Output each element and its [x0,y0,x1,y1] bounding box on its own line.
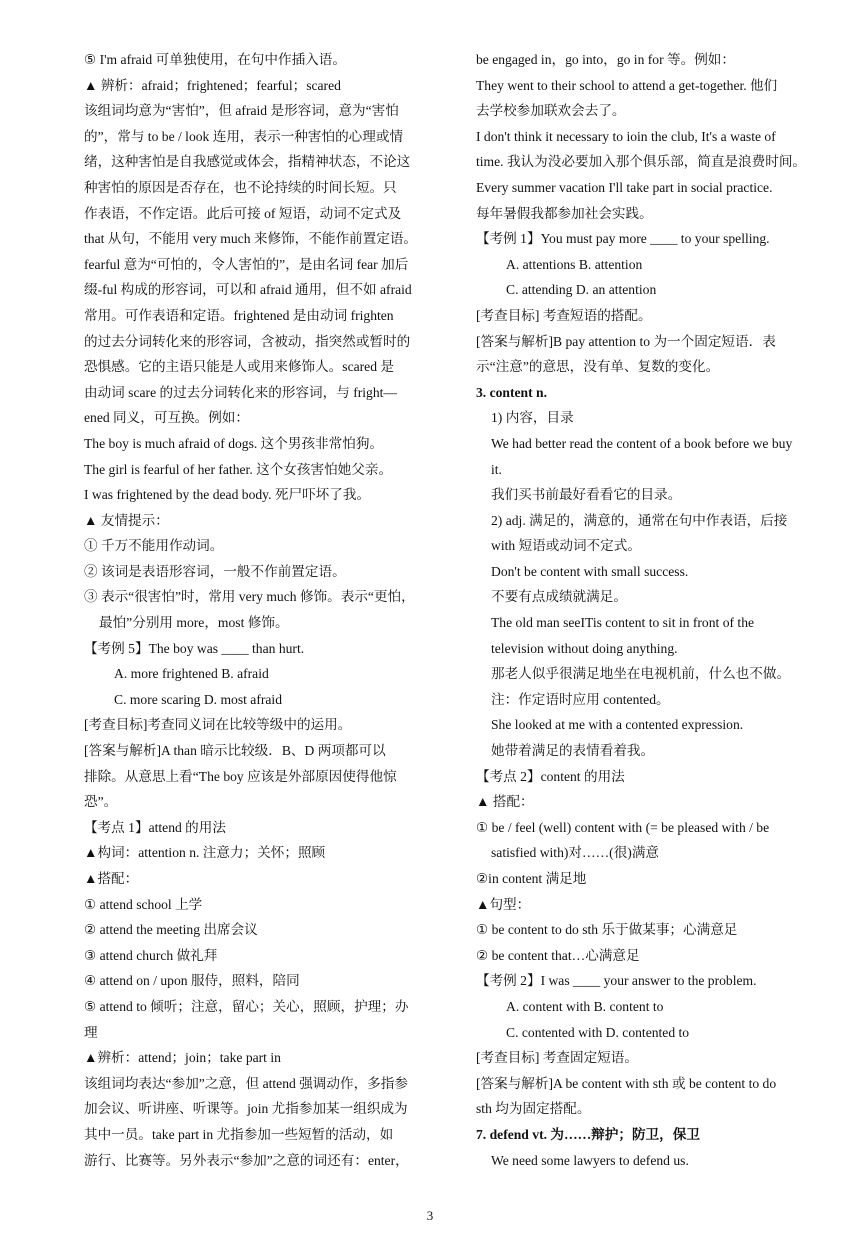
text-line: C. contented with D. contented to [506,1024,690,1040]
text-line: 那老人似乎很满足地坐在电视机前，什么也不做。 [491,666,791,682]
text-line: [考查目标] 考查短语的搭配。 [476,307,652,323]
text-line: 恐”。 [84,794,118,810]
text-line: 【考点 2】content 的用法 [476,768,625,784]
text-line: 7. defend vt. 为……辩护；防卫，保卫 [476,1126,700,1142]
text-line: ② attend the meeting 出席会议 [84,922,258,938]
text-line: [考查目标] 考查固定短语。 [476,1050,638,1066]
text-line: ① 千万不能用作动词。 [84,538,224,554]
text-line: ▲辨析：attend；join；take part in [84,1050,281,1066]
text-line: ③ attend church 做礼拜 [84,947,218,963]
text-line: 2) adj. 满足的，满意的，通常在句中作表语，后接 [491,512,788,528]
text-line: 每年暑假我都参加社会实践。 [476,205,653,221]
text-line: [答案与解析]B pay attention to 为一个固定短语．表 [476,333,776,349]
left-column [84,47,460,1173]
text-line: ▲ 辨析：afraid；frightened；fearful；scared [84,77,341,93]
text-line: 种害怕的原因是否存在，也不论持续的时间长短。只 [84,179,397,195]
text-line: They went to their school to attend a get-together. 他们 [476,77,778,93]
text-line: Every summer vacation I'll take part in social practice. [476,179,773,195]
text-line: A. more frightened B. afraid [114,666,269,682]
text-line: ③ 表示“很害怕”时，常用 very much 修饰。表示“更怕， [84,589,415,605]
text-line: We need some lawyers to defend us. [491,1152,689,1168]
text-line: [答案与解析]A than 暗示比较级．B、D 两项都可以 [84,743,386,759]
text-line: [答案与解析]A be content with sth 或 be content to do [476,1075,777,1091]
text-line: 不要有点成绩就满足。 [491,589,627,605]
text-line: 【考例 5】The boy was ____ than hurt. [84,640,305,656]
text-line: We had better read the content of a book before we buy [491,435,793,451]
text-line: fearful 意为“可怕的，令人害怕的”，是由名词 fear 加后 [84,256,409,272]
text-line: ened 同义，可互换。例如： [84,410,249,426]
text-line: 的过去分词转化来的形容词，含被动，指突然或暂时的 [84,333,411,349]
text-line: 排除。从意思上看“The boy 应该是外部原因使得他惊 [84,768,397,784]
text-line: be engaged in，go into，go in for 等。例如： [476,52,735,67]
text-line: ① be content to do sth 乐于做某事；心满意足 [476,922,738,938]
text-line: that 从句，不能用 very much 来修饰，不能作前置定语。 [84,231,418,247]
text-line: A. attentions B. attention [506,256,643,272]
text-line: 由动词 scare 的过去分词转化来的形容词，与 fright— [84,384,398,400]
text-line: 去学校参加联欢会去了。 [476,103,626,119]
text-line: [考查目标]考查同义词在比较等级中的运用。 [84,717,352,733]
text-line: ⑤ I'm afraid 可单独使用，在句中作插入语。 [84,52,346,67]
page-number: 3 [426,1208,434,1223]
text-line: 其中一员。take part in 尤指参加一些短暂的活动，如 [84,1126,394,1142]
text-line: 该组词均意为“害怕”，但 afraid 是形容词，意为“害怕 [84,103,399,119]
text-line: ① be / feel (well) content with (= be pleased with / be [476,819,770,835]
text-line: 注：作定语时应用 contented。 [491,691,670,707]
text-line: 1) 内容，目录 [491,410,574,426]
text-line: C. attending D. an attention [506,282,657,298]
text-line: 恐惧感。它的主语只能是人或用来修饰人。scared 是 [84,359,394,375]
text-line: 该组词均表达“参加”之意，但 attend 强调动作，多指参 [84,1075,408,1091]
text-line: with 短语或动词不定式。 [491,538,641,554]
text-line: time. 我认为没必要加入那个俱乐部，简直是浪费时间。 [476,154,807,170]
text-line: 游行、比赛等。另外表示“参加”之意的词还有：enter， [84,1152,409,1168]
text-line: 缀-ful 构成的形容词，可以和 afraid 通用，但不如 afraid [84,282,412,298]
text-line: She looked at me with a contented expression. [491,717,744,733]
text-line: 的”，常与 to be / look 连用，表示一种害怕的心理或情 [84,128,404,144]
text-line: ⑤ attend to 倾听；注意，留心；关心，照顾，护理；办 [84,998,409,1014]
text-line: ▲构词：attention n. 注意力；关怀；照顾 [84,845,326,861]
text-line: ▲ 搭配： [476,794,534,810]
text-line: ▲句型： [476,896,531,912]
text-line: ① attend school 上学 [84,896,203,912]
text-line: sth 均为固定搭配。 [476,1101,591,1117]
text-line: The girl is fearful of her father. 这个女孩害怕她父亲。 [84,461,393,477]
text-line: The old man seeITis content to sit in front of the [491,615,755,631]
text-line: A. content with B. content to [506,998,664,1014]
text-line: 她带着满足的表情看着我。 [491,743,655,759]
text-line: I was frightened by the dead body. 死尸吓坏了我。 [84,487,371,503]
text-line: 3. content n. [476,384,547,400]
text-line: ▲搭配： [84,871,139,886]
text-line: 理 [84,1024,98,1040]
text-line: ② 该词是表语形容词，一般不作前置定语。 [84,563,346,579]
right-column [476,47,842,1173]
text-line: ② be content that…心满意足 [476,947,640,963]
text-line: 【考例 1】You must pay more ____ to your spelling. [476,231,770,247]
text-line: it. [491,461,502,477]
text-line: 绪，这种害怕是自我感觉或体会，指精神状态，不论这 [84,154,411,170]
text-line: C. more scaring D. most afraid [114,691,282,707]
text-line: 作表语，不作定语。此后可接 of 短语，动词不定式及 [84,205,402,221]
text-line: ▲ 友情提示： [84,512,169,528]
text-line: Don't be content with small success. [491,563,689,579]
text-line: ④ attend on / upon 服侍，照料，陪同 [84,973,300,989]
text-line: 最怕”分别用 more，most 修饰。 [99,615,289,631]
text-line: ②in content 满足地 [476,871,587,886]
text-line: 示“注意”的意思，没有单、复数的变化。 [476,359,720,375]
text-line: 加会议、听讲座、听课等。join 尤指参加某一组织成为 [84,1101,408,1117]
text-line: satisfied with)对……(很)满意 [491,845,660,861]
text-line: 【考点 1】attend 的用法 [84,819,226,835]
text-line: television without doing anything. [491,640,678,656]
text-line: The boy is much afraid of dogs. 这个男孩非常怕狗。 [84,435,384,451]
text-line: I don't think it necessary to ioin the club, It's a waste of [476,128,776,144]
text-line: 常用。可作表语和定语。frightened 是由动词 frighten [84,307,394,323]
text-line: 我们买书前最好看看它的目录。 [491,487,682,503]
text-line: 【考例 2】I was ____ your answer to the problem. [476,973,757,989]
